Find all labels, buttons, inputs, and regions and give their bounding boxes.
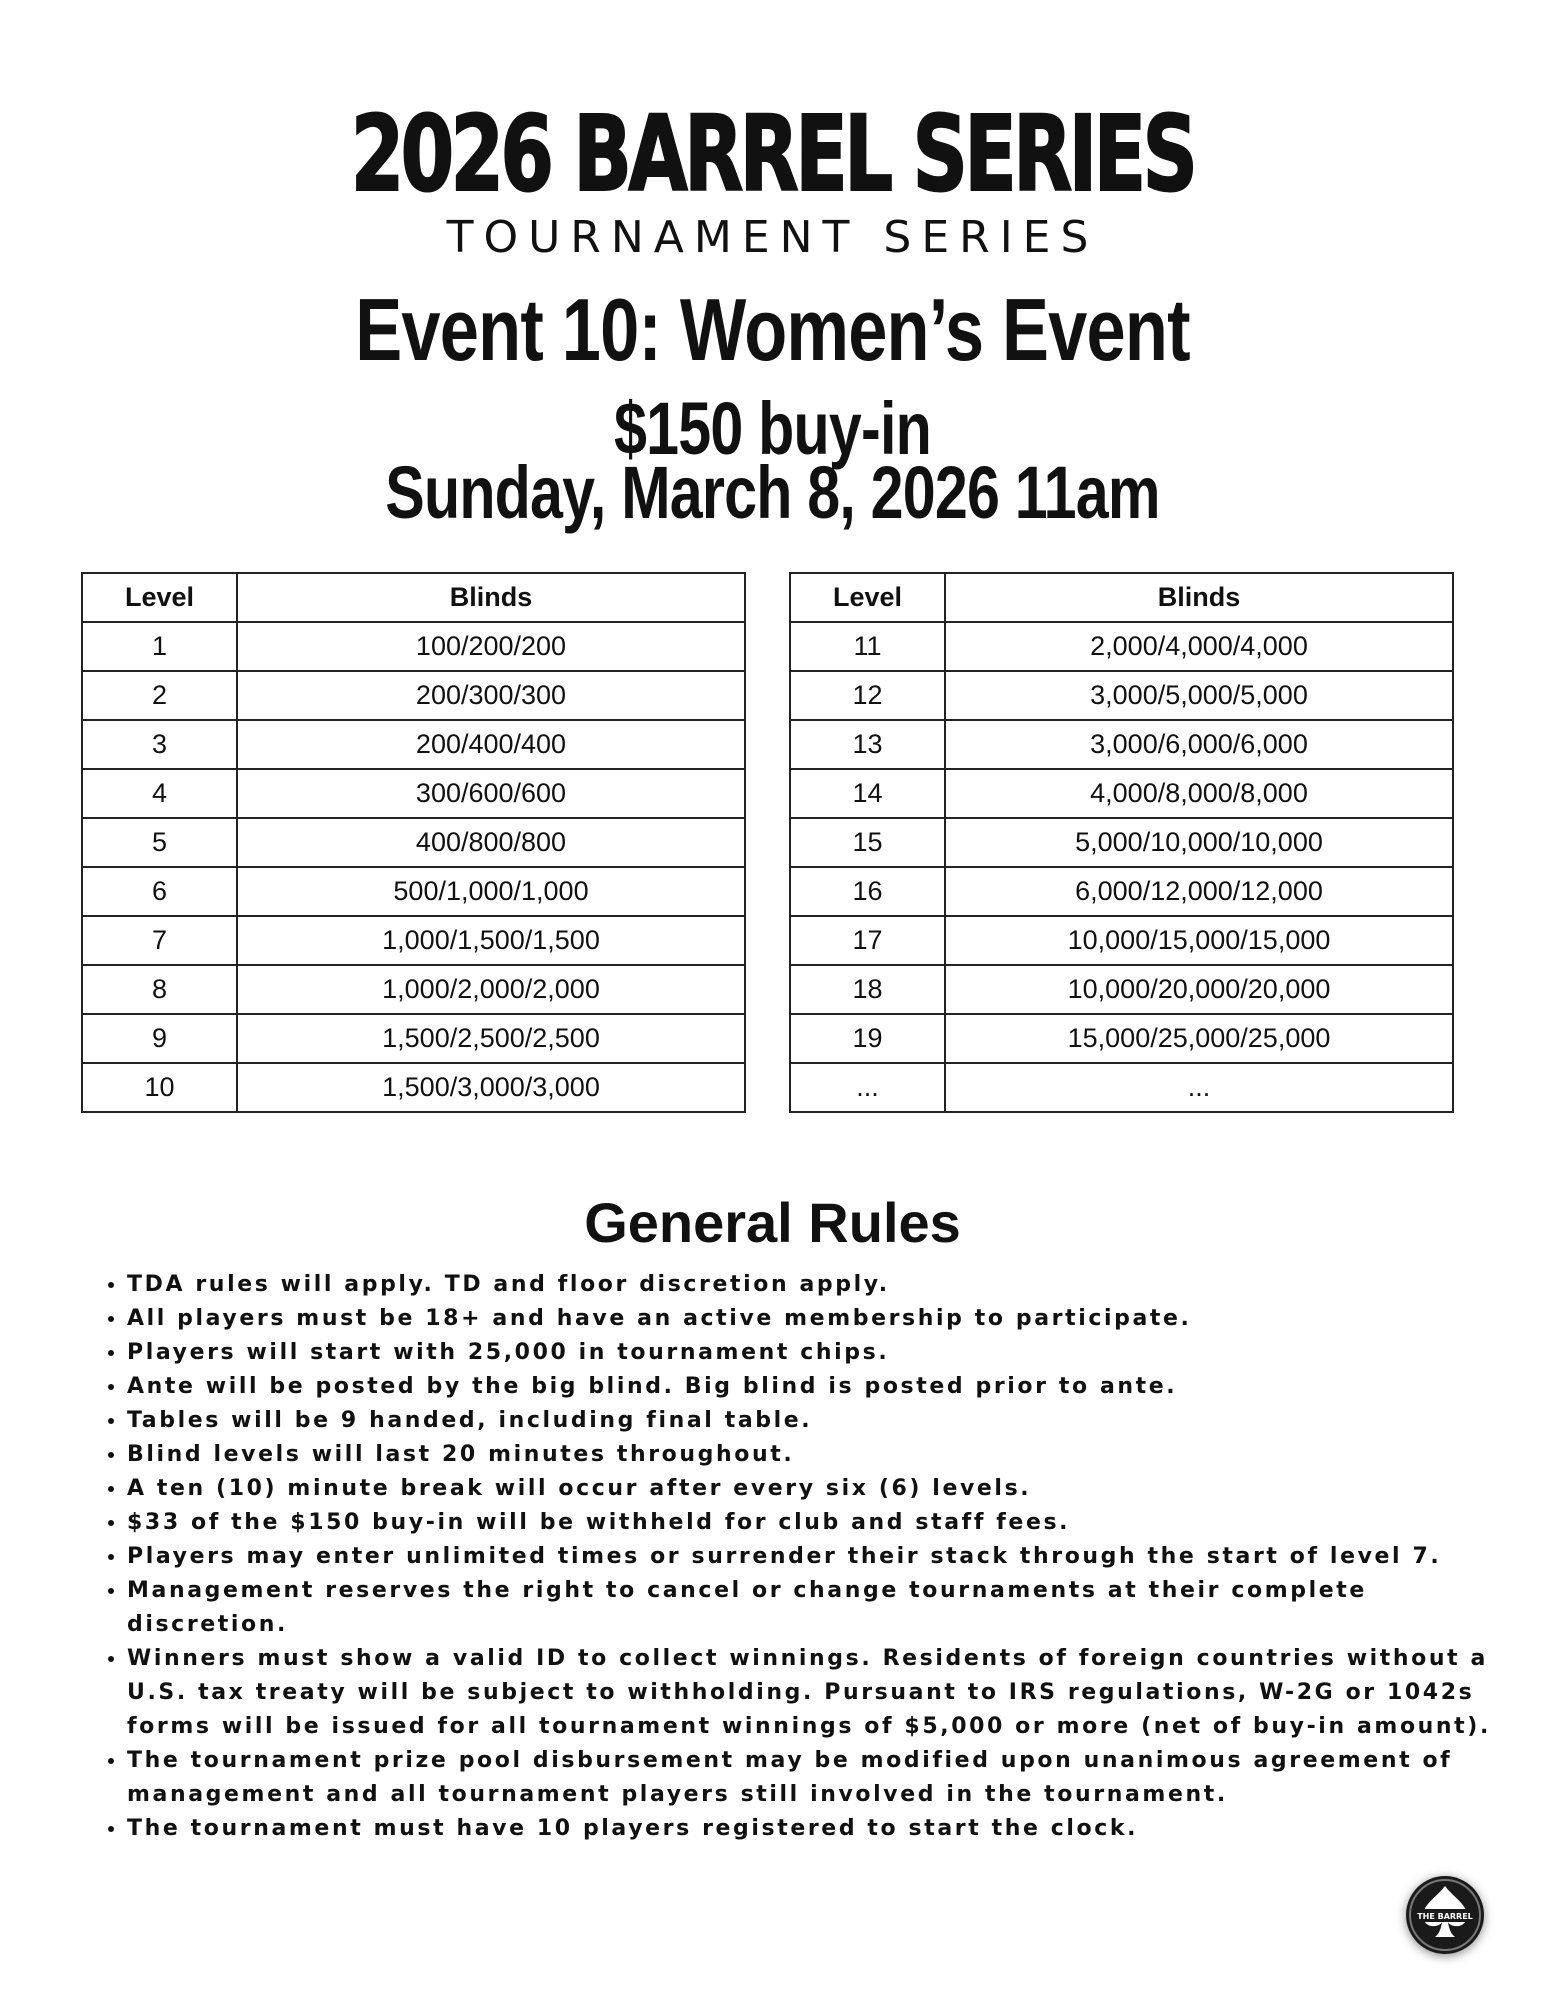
table-row xyxy=(82,818,745,867)
level-cell: 8 xyxy=(82,965,237,1014)
table-row xyxy=(82,867,745,916)
level-cell: 7 xyxy=(82,916,237,965)
level-cell: 2 xyxy=(82,671,237,720)
level-cell: 3 xyxy=(82,720,237,769)
blinds-cell: 2,000/4,000/4,000 xyxy=(945,622,1453,671)
level-cell: 1 xyxy=(82,622,237,671)
rule-item: • Ante will be posted by the big blind. Big blind is posted prior to ante. xyxy=(127,1370,1527,1404)
blinds-cell: 6,000/12,000/12,000 xyxy=(945,867,1453,916)
table-row xyxy=(790,1014,1453,1063)
rule-item: • TDA rules will apply. TD and floor discretion apply. xyxy=(127,1268,1527,1302)
blinds-cell: 15,000/25,000/25,000 xyxy=(945,1014,1453,1063)
rule-item: • The tournament prize pool disbursement may be modified upon unanimous agreement of management and all tournament players still involved in the tournament. xyxy=(127,1744,1527,1812)
rule-item: • Tables will be 9 handed, including final table. xyxy=(127,1404,1527,1438)
blinds-cell: 3,000/5,000/5,000 xyxy=(945,671,1453,720)
blinds-cell: 200/400/400 xyxy=(237,720,745,769)
table-row xyxy=(790,867,1453,916)
table-row xyxy=(790,818,1453,867)
table-header-row xyxy=(790,573,1453,622)
blinds-cell: 1,000/1,500/1,500 xyxy=(237,916,745,965)
level-cell: 5 xyxy=(82,818,237,867)
rule-item: • Winners must show a valid ID to collect winnings. Residents of foreign countries without a U.S. tax treaty will be subject to withholding. Pursuant to IRS regulations, W-2G or 1042s forms will be issued for all tournament winnings of $5,000 or more (net of buy-in amount). xyxy=(127,1642,1527,1744)
event-date: Sunday, March 8, 2026 11am xyxy=(385,451,1160,534)
blinds-cell: 100/200/200 xyxy=(237,622,745,671)
rule-item: • Blind levels will last 20 minutes throughout. xyxy=(127,1438,1527,1472)
level-header: Level xyxy=(82,573,237,622)
blinds-cell: 5,000/10,000/10,000 xyxy=(945,818,1453,867)
blinds-header: Blinds xyxy=(237,573,745,622)
table-row xyxy=(82,1014,745,1063)
blinds-cell: 10,000/15,000/15,000 xyxy=(945,916,1453,965)
table-row xyxy=(82,671,745,720)
series-subtitle: TOURNAMENT SERIES xyxy=(446,212,1099,263)
blinds-table-right xyxy=(789,572,1454,1113)
table-row xyxy=(82,1063,745,1112)
level-cell: 17 xyxy=(790,916,945,965)
blinds-cell: 10,000/20,000/20,000 xyxy=(945,965,1453,1014)
table-header-row xyxy=(82,573,745,622)
spade-icon xyxy=(1406,1876,1484,1954)
logo-text: THE BARREL xyxy=(1417,1912,1473,1921)
rules-list xyxy=(95,1268,1527,1846)
level-cell: 9 xyxy=(82,1014,237,1063)
table-row xyxy=(790,720,1453,769)
blinds-cell: 1,000/2,000/2,000 xyxy=(237,965,745,1014)
level-cell: 18 xyxy=(790,965,945,1014)
barrel-logo xyxy=(1406,1876,1484,1954)
blinds-cell: 300/600/600 xyxy=(237,769,745,818)
table-row xyxy=(82,916,745,965)
rule-item: • Players will start with 25,000 in tournament chips. xyxy=(127,1336,1527,1370)
table-row xyxy=(790,769,1453,818)
level-cell: ... xyxy=(790,1063,945,1112)
level-cell: 16 xyxy=(790,867,945,916)
rule-item: • Players may enter unlimited times or surrender their stack through the start of level 7. xyxy=(127,1540,1527,1574)
rule-item: • A ten (10) minute break will occur after every six (6) levels. xyxy=(127,1472,1527,1506)
level-cell: 11 xyxy=(790,622,945,671)
buyin-text: $150 buy-in xyxy=(614,387,931,470)
blinds-cell: 1,500/2,500/2,500 xyxy=(237,1014,745,1063)
blinds-cell: 1,500/3,000/3,000 xyxy=(237,1063,745,1112)
table-row xyxy=(82,720,745,769)
level-cell: 14 xyxy=(790,769,945,818)
level-header: Level xyxy=(790,573,945,622)
rule-item: • The tournament must have 10 players registered to start the clock. xyxy=(127,1812,1527,1846)
rule-item: • $33 of the $150 buy-in will be withheld for club and staff fees. xyxy=(127,1506,1527,1540)
blinds-cell: 4,000/8,000/8,000 xyxy=(945,769,1453,818)
table-row xyxy=(790,916,1453,965)
table-row xyxy=(790,622,1453,671)
blinds-header: Blinds xyxy=(945,573,1453,622)
rule-item: • All players must be 18+ and have an active membership to participate. xyxy=(127,1302,1527,1336)
level-cell: 15 xyxy=(790,818,945,867)
level-cell: 4 xyxy=(82,769,237,818)
table-row xyxy=(790,1063,1453,1112)
table-row xyxy=(82,965,745,1014)
rules-heading: General Rules xyxy=(584,1191,961,1254)
blinds-cell: 500/1,000/1,000 xyxy=(237,867,745,916)
level-cell: 6 xyxy=(82,867,237,916)
blinds-table-left xyxy=(81,572,746,1113)
blinds-cell: 3,000/6,000/6,000 xyxy=(945,720,1453,769)
event-title: Event 10: Women’s Event xyxy=(355,280,1190,379)
series-title: 2026 BARREL SERIES xyxy=(350,93,1195,215)
table-row xyxy=(790,965,1453,1014)
level-cell: 10 xyxy=(82,1063,237,1112)
rule-item: • Management reserves the right to cancel or change tournaments at their complete discretion. xyxy=(127,1574,1527,1642)
blinds-cell: 400/800/800 xyxy=(237,818,745,867)
table-row xyxy=(82,622,745,671)
blinds-cell: 200/300/300 xyxy=(237,671,745,720)
blinds-cell: ... xyxy=(945,1063,1453,1112)
level-cell: 19 xyxy=(790,1014,945,1063)
table-row xyxy=(790,671,1453,720)
table-row xyxy=(82,769,745,818)
level-cell: 13 xyxy=(790,720,945,769)
level-cell: 12 xyxy=(790,671,945,720)
